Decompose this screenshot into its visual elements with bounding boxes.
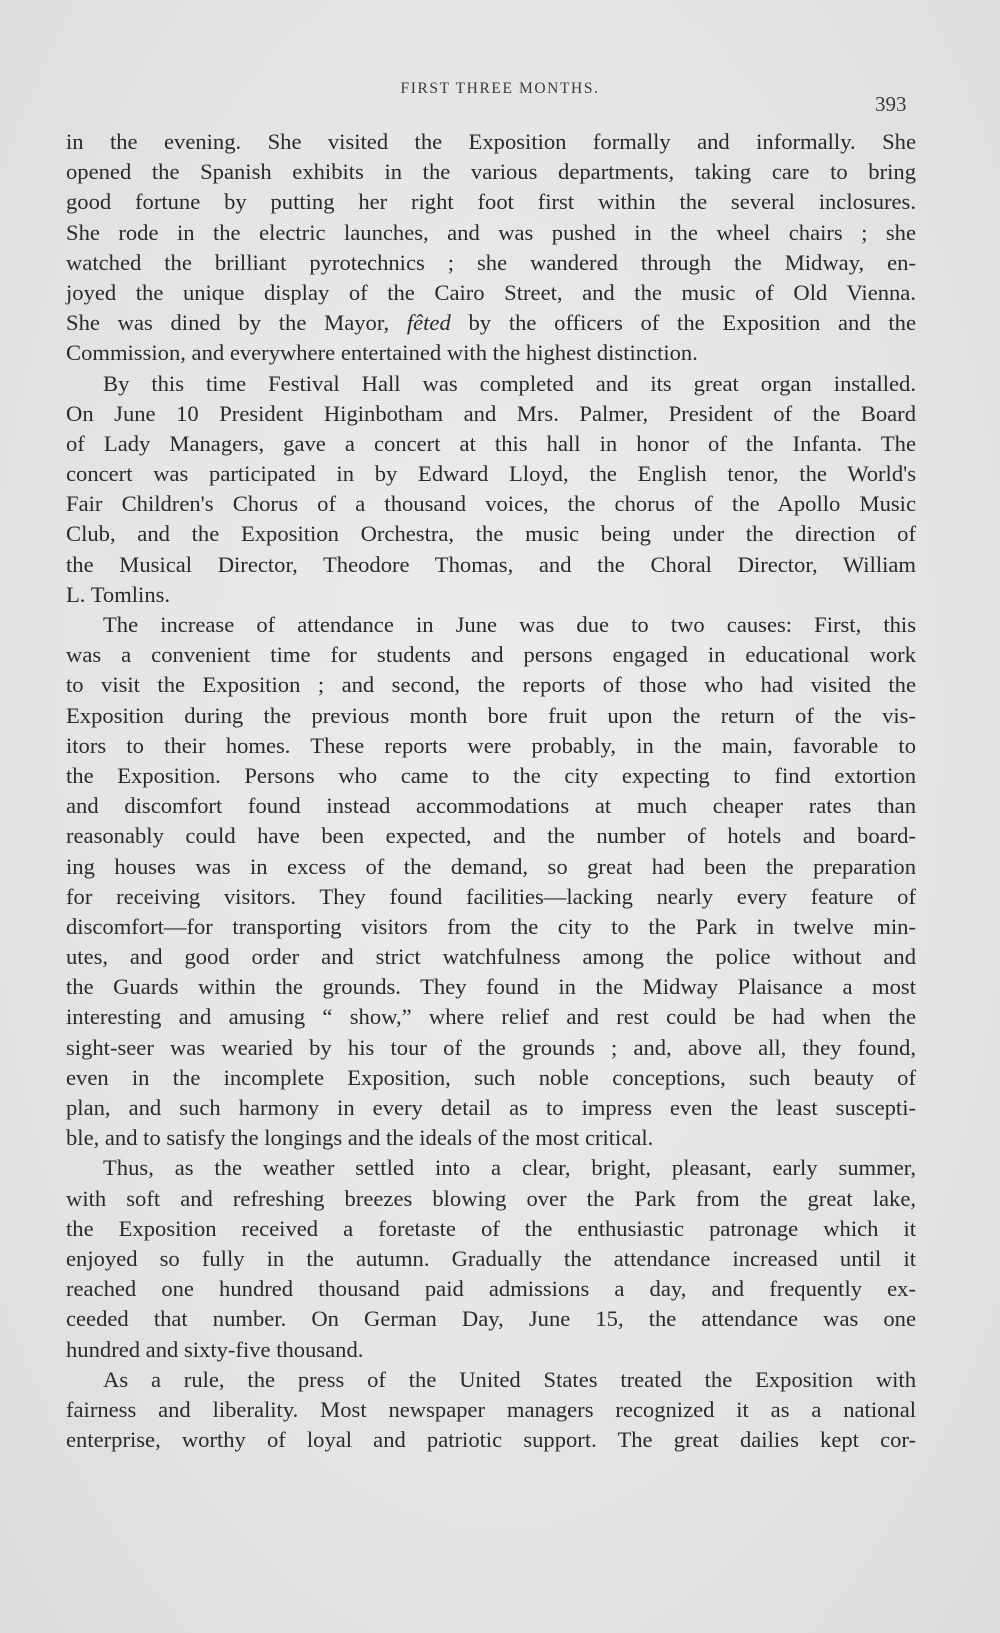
text-line: itors to their homes. These reports were probably, in the main, favorable to: [66, 732, 916, 758]
text-line: As a rule, the press of the United States treated the Exposition with: [103, 1366, 916, 1392]
text-line: Commission, and everywhere entertained with the highest distinction.: [66, 340, 698, 366]
text-line: opened the Spanish exhibits in the various departments, taking care to bring: [66, 159, 916, 185]
text-line: utes, and good order and strict watchfulness among the police without and: [66, 944, 916, 970]
text-line: plan, and such harmony in every detail as to impress even the least suscepti-: [66, 1095, 916, 1120]
text-line: even in the incomplete Exposition, such noble conceptions, such beauty of: [66, 1064, 916, 1090]
text-line: fairness and liberality. Most newspaper managers recognized it as a national: [66, 1396, 916, 1422]
text-line: The increase of attendance in June was due to two causes: First, this: [103, 612, 916, 637]
text-line: interesting and amusing “ show,” where relief and rest could be had when the: [66, 1004, 916, 1030]
text-line: ceeded that number. On German Day, June 15, the attendance was one: [66, 1306, 916, 1332]
page-number: 393: [875, 92, 907, 116]
text-line: and discomfort found instead accommodations at much cheaper rates than: [66, 793, 916, 819]
text-line: On June 10 President Higinbotham and Mrs. Palmer, President of the Board: [66, 400, 916, 426]
text-line: concert was participated in by Edward Lloyd, the English tenor, the World's: [66, 461, 916, 487]
text-line: enterprise, worthy of loyal and patriotic support. The great dailies kept cor-: [66, 1427, 916, 1453]
text-line: Club, and the Exposition Orchestra, the music being under the direction of: [66, 521, 916, 547]
text-line-segment: She was dined by the Mayor,: [66, 310, 407, 336]
text-line: the Musical Director, Theodore Thomas, and the Choral Director, William: [66, 551, 916, 577]
text-line: She rode in the electric launches, and was pushed in the wheel chairs ; she: [66, 219, 916, 245]
text-line-segment: by the officers of the Exposition and the: [450, 310, 916, 336]
body-text: [66, 127, 916, 1455]
text-line: in the evening. She visited the Exposition formally and informally. She: [66, 129, 916, 154]
text-line: ing houses was in excess of the demand, so great had been the preparation: [66, 853, 916, 879]
text-line: of Lady Managers, gave a concert at this hall in honor of the Infanta. The: [66, 430, 916, 456]
text-line: the Guards within the grounds. They found in the Midway Plaisance a most: [66, 974, 916, 1000]
text-line: reached one hundred thousand paid admissions a day, and frequently ex-: [66, 1276, 916, 1302]
text-line: Fair Children's Chorus of a thousand voices, the chorus of the Apollo Music: [66, 491, 916, 517]
text-line: with soft and refreshing breezes blowing over the Park from the great lake,: [66, 1185, 916, 1211]
text-line: joyed the unique display of the Cairo Street, and the music of Old Vienna.: [66, 279, 916, 305]
text-line: to visit the Exposition ; and second, the reports of those who had visited the: [66, 672, 916, 698]
text-line: the Exposition. Persons who came to the city expecting to find extortion: [66, 762, 916, 788]
text-line: [66, 308, 916, 338]
text-line: good fortune by putting her right foot first within the several inclosures.: [66, 189, 916, 215]
text-line: sight-seer was wearied by his tour of the grounds ; and, above all, they found,: [66, 1034, 916, 1060]
text-line: was a convenient time for students and persons engaged in educational work: [66, 642, 916, 668]
text-line: reasonably could have been expected, and the number of hotels and board-: [66, 823, 916, 849]
italic-word: fêted: [406, 310, 451, 336]
text-line: Thus, as the weather settled into a clear, bright, pleasant, early summer,: [103, 1155, 916, 1181]
text-line: watched the brilliant pyrotechnics ; she wandered through the Midway, en-: [66, 249, 916, 275]
text-line: Exposition during the previous month bore fruit upon the return of the vis-: [66, 702, 916, 728]
text-line: hundred and sixty-five thousand.: [66, 1336, 364, 1362]
running-head: FIRST THREE MONTHS.: [400, 80, 600, 97]
text-line: ble, and to satisfy the longings and the ideals of the most critical.: [66, 1125, 654, 1151]
text-line: By this time Festival Hall was completed and its great organ installed.: [103, 370, 916, 396]
text-line: the Exposition received a foretaste of the enthusiastic patronage which it: [66, 1215, 916, 1241]
text-line: enjoyed so fully in the autumn. Gradually the attendance increased until it: [66, 1245, 916, 1271]
text-line: for receiving visitors. They found facilities—lacking nearly every feature of: [66, 883, 916, 909]
text-line: discomfort—for transporting visitors from the city to the Park in twelve min-: [66, 913, 916, 939]
text-line: L. Tomlins.: [66, 581, 171, 607]
